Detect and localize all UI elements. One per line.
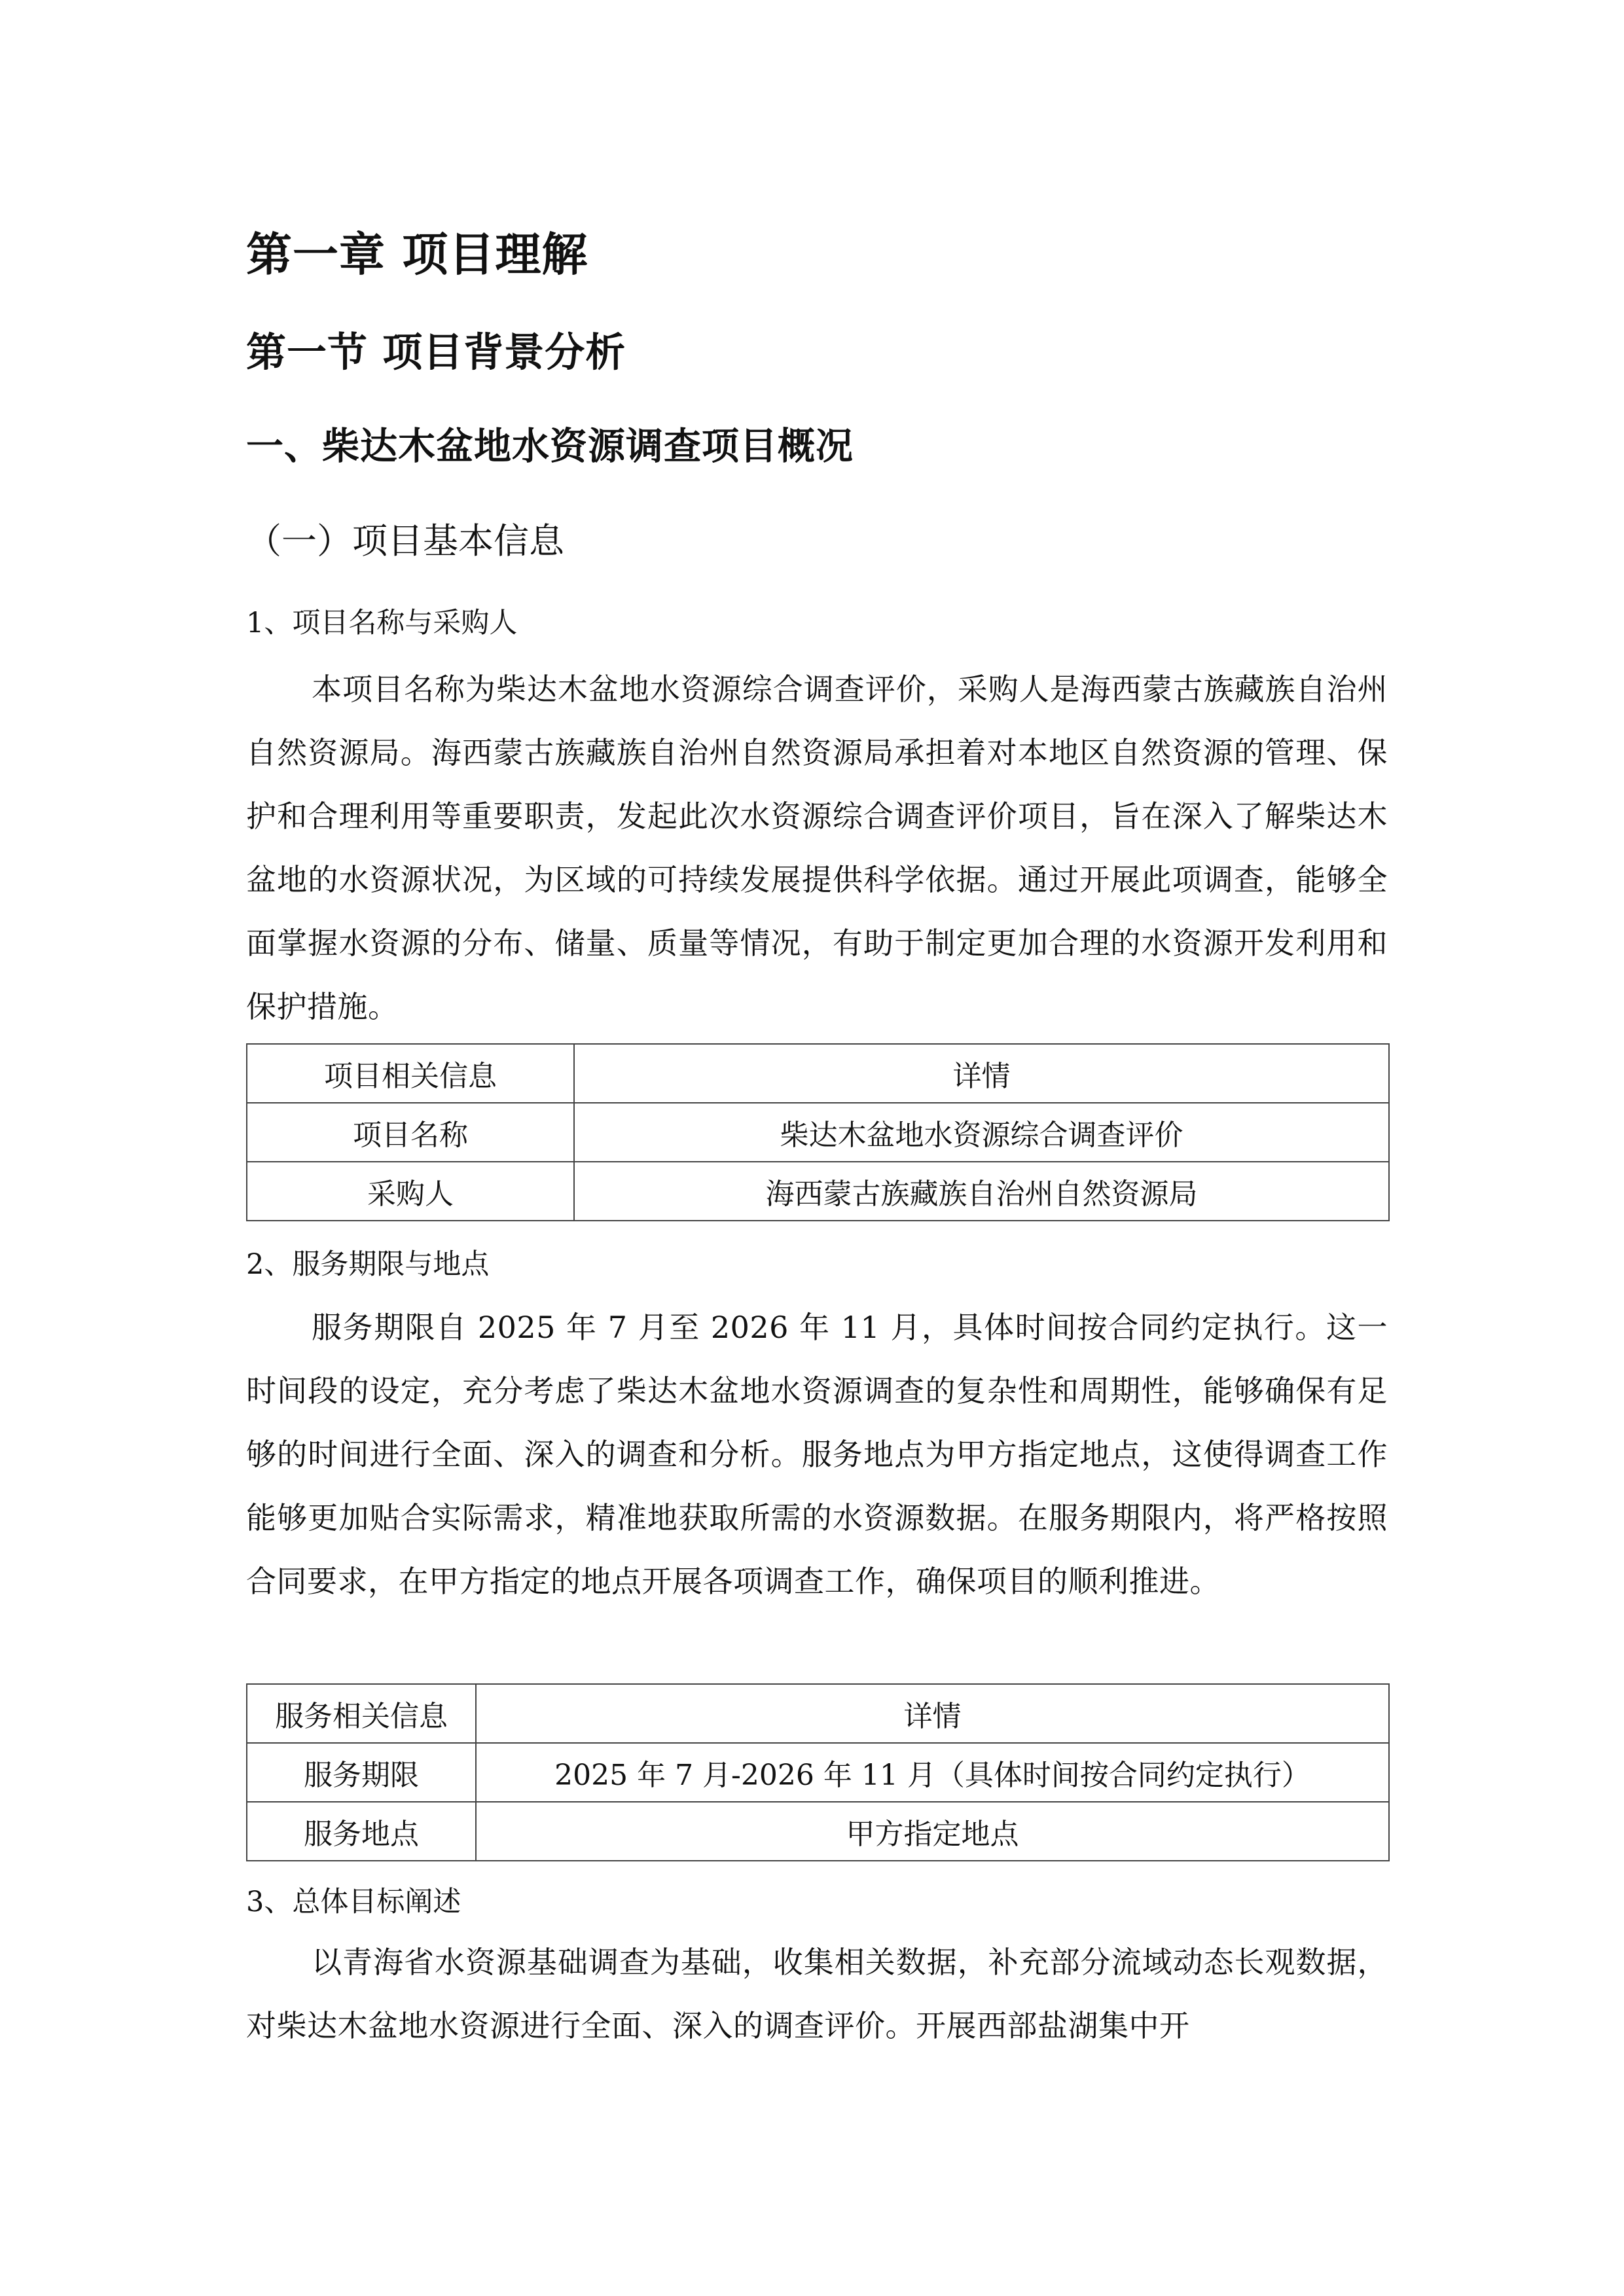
item1-heading: 1、项目名称与采购人: [246, 607, 518, 639]
project-info-table: [246, 1043, 1390, 1221]
section-title: 第一节 项目背景分析: [246, 329, 626, 376]
table-cell: 服务期限: [247, 1743, 476, 1802]
table-cell: 柴达木盆地水资源综合调查评价: [574, 1103, 1389, 1162]
service-info-table: [246, 1683, 1390, 1861]
table-row: [247, 1743, 1389, 1802]
table-cell: 海西蒙古族藏族自治州自然资源局: [574, 1162, 1389, 1221]
table-row: [247, 1802, 1389, 1861]
table-cell: 项目名称: [247, 1103, 574, 1162]
table-header-cell: 详情: [476, 1684, 1389, 1743]
item3-paragraph: 以青海省水资源基础调查为基础，收集相关数据，补充部分流域动态长观数据，对柴达木盆地水资源进行全面、深入的调查评价。开展西部盐湖集中开: [246, 1945, 1388, 2043]
table-cell: 服务地点: [247, 1802, 476, 1861]
table-cell: 2025 年 7 月-2026 年 11 月（具体时间按合同约定执行）: [476, 1743, 1389, 1802]
chapter-title: 第一章 项目理解: [246, 228, 588, 281]
table-cell: 采购人: [247, 1162, 574, 1221]
item1-paragraph: 本项目名称为柴达木盆地水资源综合调查评价，采购人是海西蒙古族藏族自治州自然资源局。海西蒙古族藏族自治州自然资源局承担着对本地区自然资源的管理、保护和合理利用等重要职责，发起此次水资源综合调查评价项目，旨在深入了解柴达木盆地的水资源状况，为区域的可持续发展提供科学依据。通过开展此项调查，能够全面掌握水资源的分布、储量、质量等情况，有助于制定更加合理的水资源开发利用和保护措施。: [246, 672, 1388, 1024]
item2-paragraph: 服务期限自 2025 年 7 月至 2026 年 11 月，具体时间按合同约定执行。这一时间段的设定，充分考虑了柴达木盆地水资源调查的复杂性和周期性，能够确保有足够的时间进行全面、深入的调查和分析。服务地点为甲方指定地点，这使得调查工作能够更加贴合实际需求，精准地获取所需的水资源数据。在服务期限内，将严格按照合同要求，在甲方指定的地点开展各项调查工作，确保项目的顺利推进。: [246, 1310, 1388, 1599]
sub-subsection-title: （一）项目基本信息: [246, 520, 564, 562]
table-row: [247, 1103, 1389, 1162]
table-header-row: [247, 1044, 1389, 1103]
table-cell: 甲方指定地点: [476, 1802, 1389, 1861]
table-header-row: [247, 1684, 1389, 1743]
item3-heading: 3、总体目标阐述: [246, 1886, 461, 1918]
table-header-cell: 服务相关信息: [247, 1684, 476, 1743]
subsection-title: 一、柴达木盆地水资源调查项目概况: [246, 425, 854, 468]
item2-heading: 2、服务期限与地点: [246, 1248, 490, 1281]
table-header-cell: 详情: [574, 1044, 1389, 1103]
table-header-cell: 项目相关信息: [247, 1044, 574, 1103]
table-row: [247, 1162, 1389, 1221]
